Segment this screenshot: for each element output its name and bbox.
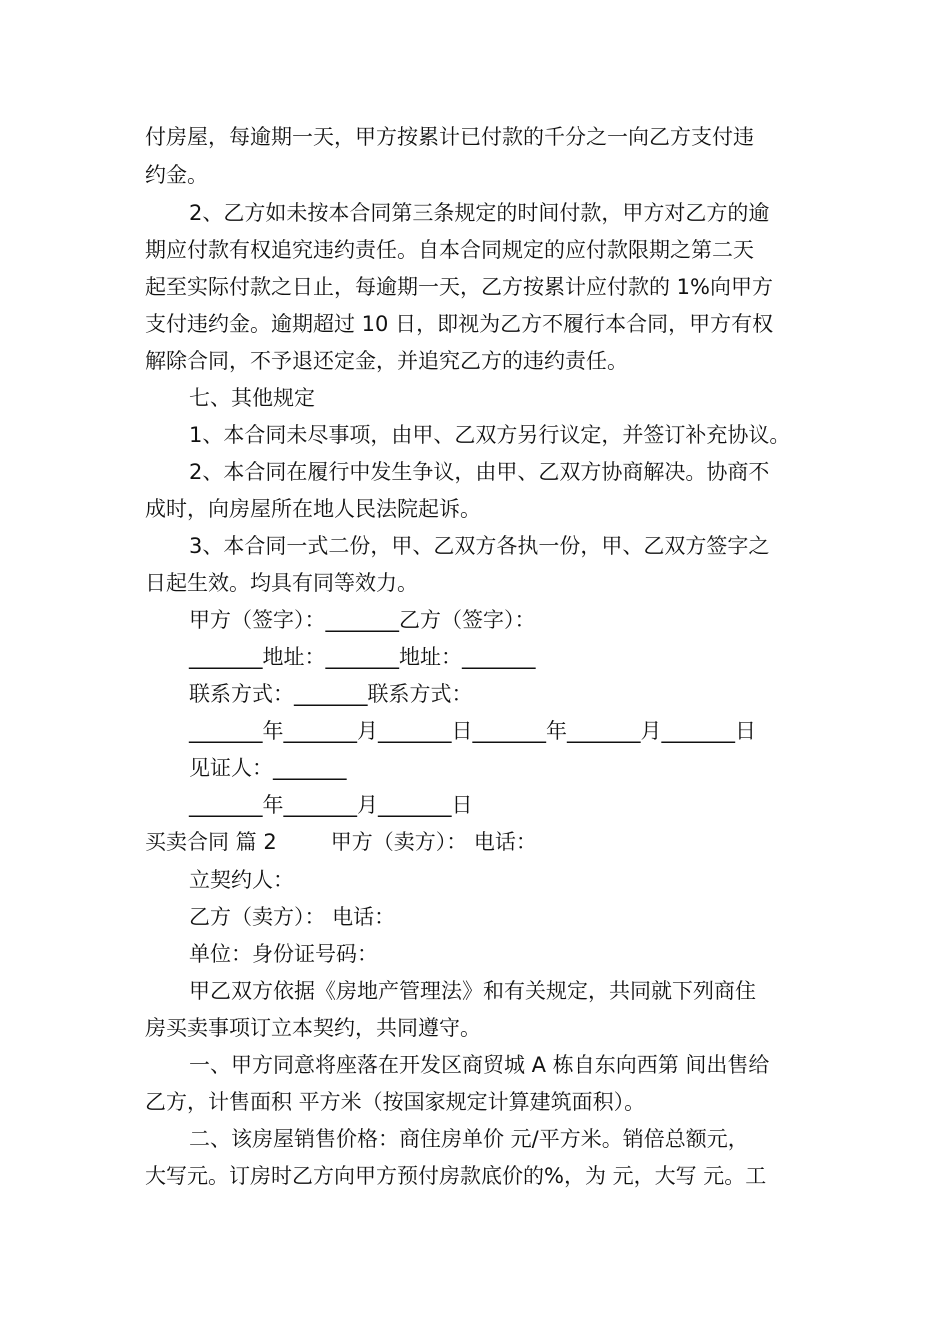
witness-line: 见证人：_______ xyxy=(189,756,347,780)
paragraph-line: 大写元。订房时乙方向甲方预付房款底价的%，为 元，大写 元。工 xyxy=(145,1164,767,1188)
section-title-row xyxy=(145,829,537,855)
contact-line: 联系方式：_______联系方式： xyxy=(189,682,473,706)
paragraph-line: 房买卖事项订立本契约，共同遵守。 xyxy=(145,1016,481,1040)
address-line: _______地址：_______地址：_______ xyxy=(189,645,536,669)
paragraph-line: 立契约人： xyxy=(189,868,294,892)
paragraph-line: 期应付款有权追究违约责任。自本合同规定的应付款限期之第二天 xyxy=(145,238,754,262)
paragraph-line: 起至实际付款之日止，每逾期一天，乙方按累计应付款的 1%向甲方 xyxy=(145,275,773,299)
paragraph-line: 3、本合同一式二份，甲、乙双方各执一份，甲、乙双方签字之 xyxy=(189,534,770,558)
paragraph-line: 2、乙方如未按本合同第三条规定的时间付款，甲方对乙方的逾 xyxy=(189,201,770,225)
paragraph-line: 甲乙双方依据《房地产管理法》和有关规定，共同就下列商住 xyxy=(189,979,756,1003)
paragraph-line: 二、该房屋销售价格：商住房单价 元/平方米。销倍总额元， xyxy=(189,1127,749,1151)
paragraph-line: 一、甲方同意将座落在开发区商贸城 A 栋自东向西第 间出售给 xyxy=(189,1053,770,1077)
paragraph-line: 解除合同，不予退还定金，并追究乙方的违约责任。 xyxy=(145,349,628,373)
paragraph-line: 乙方，计售面积 平方米（按国家规定计算建筑面积）。 xyxy=(145,1090,646,1114)
date-line: _______年_______月_______日 xyxy=(189,793,473,817)
paragraph-line: 2、本合同在履行中发生争议，由甲、乙双方协商解决。协商不 xyxy=(189,460,770,484)
paragraph-line: 约金。 xyxy=(145,163,208,187)
date-line: _______年_______月_______日_______年_______月_______日 xyxy=(189,719,756,743)
paragraph-line: 日起生效。均具有同等效力。 xyxy=(145,571,418,595)
paragraph-line: 支付违约金。逾期超过 10 日，即视为乙方不履行本合同，甲方有权 xyxy=(145,312,774,336)
paragraph-line: 成时，向房屋所在地人民法院起诉。 xyxy=(145,497,481,521)
signature-line: 甲方（签字）：_______乙方（签字）： xyxy=(189,608,536,632)
section-heading: 七、其他规定 xyxy=(189,386,315,410)
paragraph-line: 单位：身份证号码： xyxy=(189,942,378,966)
paragraph-line: 付房屋，每逾期一天，甲方按累计已付款的千分之一向乙方支付违 xyxy=(145,125,754,149)
paragraph-line: 乙方（卖方）： 电话： xyxy=(189,905,396,929)
seller-party-line: 甲方（卖方）： 电话： xyxy=(330,830,537,854)
contract-section-title: 买卖合同 篇 2 xyxy=(145,830,277,854)
paragraph-line: 1、本合同未尽事项，由甲、乙双方另行议定，并签订补充协议。 xyxy=(189,423,791,447)
